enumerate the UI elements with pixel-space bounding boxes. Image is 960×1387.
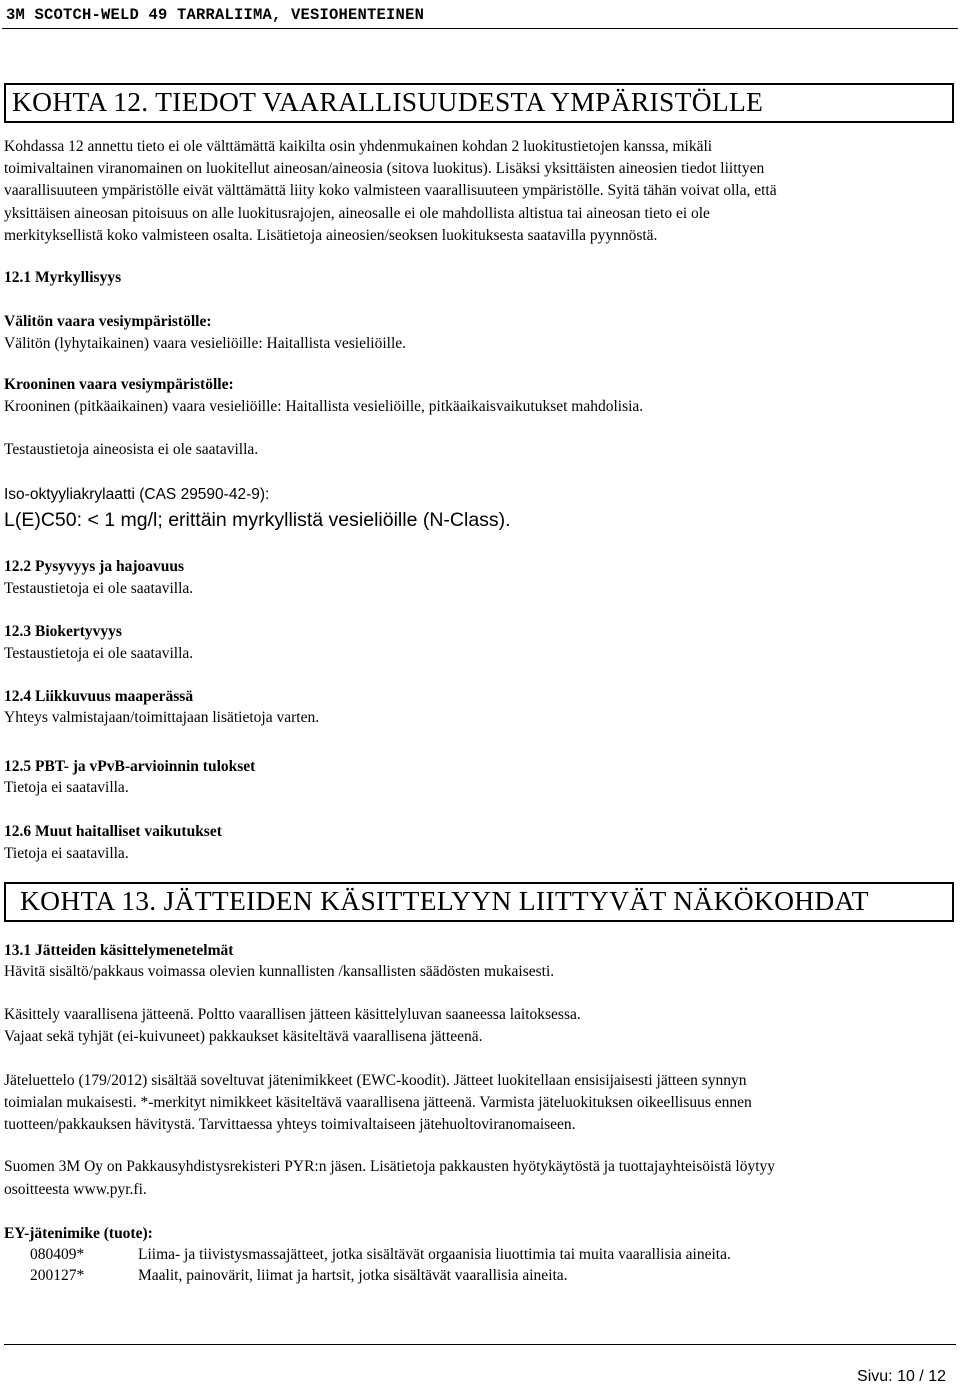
header-divider xyxy=(2,28,958,29)
heading-12-2: 12.2 Pysyvyys ja hajoavuus xyxy=(4,558,184,575)
ey-code-row xyxy=(0,1246,960,1268)
section-12-title: KOHTA 12. TIEDOT VAARALLISUUDESTA YMPÄRISTÖLLE xyxy=(12,86,764,117)
waste-list-line: toimialan mukaisesti. *-merkityt nimikkeet käsiteltävä vaarallisena jätteenä. Varmista jäteluokituksen oikeellisuus ennen xyxy=(4,1094,752,1111)
pyr-line: Suomen 3M Oy on Pakkausyhdistysrekisteri PYR:n jäsen. Lisätietoja pakkausten hyötykäytöstä ja tuottajayhteisöistä löytyy xyxy=(4,1158,776,1175)
acute-hazard-text: Välitön (lyhytaikainen) vaara vesieliöille: Haitallista vesieliöille. xyxy=(4,335,407,352)
text-12-3: Testaustietoja ei ole saatavilla. xyxy=(4,645,194,662)
intro-line: merkityksellistä koko valmisteen osalta. Lisätietoja aineosien/seoksen luokituksesta saatavilla pyynnöstä. xyxy=(4,227,658,244)
heading-12-1: 12.1 Myrkyllisyys xyxy=(4,269,122,286)
text-13-1-c: Vajaat sekä tyhjät (ei-kuivuneet) pakkaukset käsiteltävä vaarallisena jätteenä. xyxy=(4,1028,483,1045)
ey-code-heading: EY-jätenimike (tuote): xyxy=(4,1225,153,1242)
heading-13-1: 13.1 Jätteiden käsittelymenetelmät xyxy=(4,942,234,959)
ey-code: 200127* xyxy=(30,1267,85,1284)
heading-12-4: 12.4 Liikkuvuus maaperässä xyxy=(4,688,194,705)
substance-name: Iso-oktyyliakrylaatti (CAS 29590-42-9): xyxy=(4,486,270,503)
test-data-note: Testaustietoja aineosista ei ole saatavilla. xyxy=(4,441,259,458)
section-13-title: KOHTA 13. JÄTTEIDEN KÄSITTELYYN LIITTYVÄT NÄKÖKOHDAT xyxy=(20,885,869,916)
footer-divider xyxy=(4,1344,956,1345)
intro-line: vaarallisuuteen ympäristölle eivät välttämättä liity koko valmisteen vaarallisuuteen ympäristölle. Syitä tähän voivat olla, että xyxy=(4,182,777,199)
heading-12-3: 12.3 Biokertyvyys xyxy=(4,623,122,640)
pyr-line: osoitteesta www.pyr.fi. xyxy=(4,1181,147,1198)
heading-12-5: 12.5 PBT- ja vPvB-arvioinnin tulokset xyxy=(4,758,256,775)
intro-line: yksittäisen aineosan pitoisuus on alle luokitusrajojen, aineosalle ei ole mahdollista altistua tai aineosan tieto ei ole xyxy=(4,205,710,222)
ey-code: 080409* xyxy=(30,1246,85,1263)
intro-line: toimivaltainen viranomainen on luokitellut aineosan/aineosia (sitova luokitus). Lisäksi yksittäisten aineosien tiedot liittyen xyxy=(4,160,765,177)
document-header xyxy=(0,0,960,32)
chronic-hazard-text: Krooninen (pitkäaikainen) vaara vesieliöille: Haitallista vesieliöille, pitkäaikaisvaikutukset mahdolisia. xyxy=(4,398,644,415)
acute-hazard-heading: Välitön vaara vesiympäristölle: xyxy=(4,313,212,330)
heading-12-6: 12.6 Muut haitalliset vaikutukset xyxy=(4,823,222,840)
ey-code-description: Liima- ja tiivistysmassajätteet, jotka sisältävät orgaanisia liuottimia tai muita vaarallisia aineita. xyxy=(138,1246,731,1263)
text-12-6: Tietoja ei saatavilla. xyxy=(4,845,129,862)
text-13-1-b: Käsittely vaarallisena jätteenä. Poltto vaarallisen jätteen käsittelyluvan saaneessa laitoksessa. xyxy=(4,1006,581,1023)
text-12-4: Yhteys valmistajaan/toimittajaan lisätietoja varten. xyxy=(4,709,320,726)
lc50-value: L(E)C50: < 1 mg/l; erittäin myrkyllistä vesieliöille (N-Class). xyxy=(4,509,511,531)
product-title: 3M SCOTCH-WELD 49 TARRALIIMA, VESIOHENTEINEN xyxy=(6,6,425,24)
ey-code-description: Maalit, painovärit, liimat ja hartsit, jotka sisältävät vaarallisia aineita. xyxy=(138,1267,568,1284)
waste-list-line: tuotteen/pakkauksen hävitystä. Tarvittaessa yhteys toimivaltaiseen jätehuoltoviranomaiseen. xyxy=(4,1116,576,1133)
text-12-2: Testaustietoja ei ole saatavilla. xyxy=(4,580,194,597)
chronic-hazard-heading: Krooninen vaara vesiympäristölle: xyxy=(4,376,234,393)
text-12-5: Tietoja ei saatavilla. xyxy=(4,779,129,796)
page-number: Sivu: 10 / 12 xyxy=(857,1368,946,1385)
intro-line: Kohdassa 12 annettu tieto ei ole välttämättä kaikilta osin yhdenmukainen kohdan 2 luokitustietojen kanssa, mikäli xyxy=(4,138,713,155)
ey-code-row xyxy=(0,1267,960,1289)
waste-list-line: Jäteluettelo (179/2012) sisältää soveltuvat jätenimikkeet (EWC-koodit). Jätteet luokitellaan ensisijaisesti jätteen synnyn xyxy=(4,1072,747,1089)
text-13-1-a: Hävitä sisältö/pakkaus voimassa olevien kunnallisten /kansallisten säädösten mukaisesti. xyxy=(4,963,555,980)
